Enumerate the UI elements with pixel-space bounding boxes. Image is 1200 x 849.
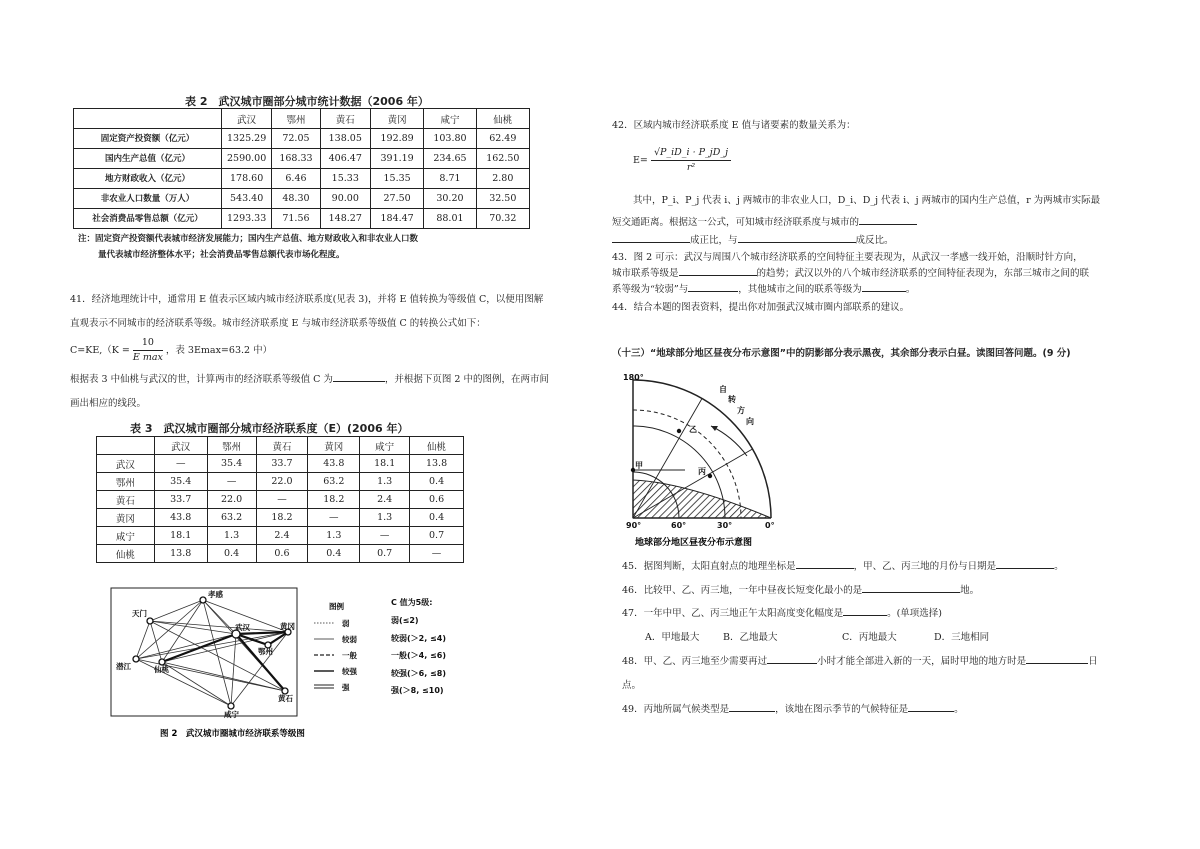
label-90: 90°: [626, 521, 642, 530]
city-label: 鄂州: [258, 647, 273, 656]
table-cell: 1.3: [207, 527, 256, 545]
table-row: [74, 189, 530, 209]
table-cell: 184.47: [370, 209, 423, 229]
table-cell: 178.60: [221, 169, 271, 189]
city-label: 孝感: [208, 590, 223, 599]
answer-blank[interactable]: [908, 711, 954, 712]
city-label: 天门: [132, 609, 147, 618]
table-cell: 88.01: [424, 209, 476, 229]
table-cell: 社会消费品零售总额（亿元）: [74, 209, 222, 229]
legend-label: 弱: [342, 619, 350, 628]
q43-line2: 城市联系等级是 的趋势；武汉以外的八个城市经济联系的空间特征表现为，东部三城市之间的联: [612, 268, 1090, 279]
table-cell: 1293.33: [221, 209, 271, 229]
q41-line2: 直观表示不同城市的经济联系等级。城市经济联系度 E 与城市经济联系等级值 C 的转换公式如下：: [70, 318, 486, 329]
table-cell: 非农业人口数量（万人）: [74, 189, 222, 209]
label-jia: 甲: [635, 461, 643, 470]
point-yi: [677, 429, 681, 433]
c-level: 较强(＞6, ≤8): [391, 669, 446, 678]
table-row: [74, 129, 530, 149]
table-cell: —: [308, 509, 360, 527]
table-cell: 地方财政收入（亿元）: [74, 169, 222, 189]
answer-blank[interactable]: [333, 381, 385, 382]
legend-label: 较弱: [342, 635, 357, 644]
table-cell: 103.80: [424, 129, 476, 149]
table-cell: 234.65: [424, 149, 476, 169]
city-label: 武汉: [235, 623, 250, 632]
table-cell: 2.4: [360, 491, 410, 509]
table-cell: 武汉: [97, 455, 155, 473]
q41-line4: 画出相应的线段。: [70, 398, 147, 409]
table-cell: 武汉: [221, 109, 271, 129]
q48-cont: 点。: [622, 680, 642, 691]
table-cell: 1.3: [308, 527, 360, 545]
q42-line4: 成正比，与 成反比。: [612, 231, 894, 250]
table-cell: 43.8: [308, 455, 360, 473]
table-cell: 1.3: [360, 509, 410, 527]
earth-day-night-diagram: [615, 370, 790, 550]
table-cell: 咸宁: [424, 109, 476, 129]
q41-line1: 41．经济地理统计中，通常用 E 值表示区域内城市经济联系度(见表 3)，并将 E 值转换为等级值 C，以便用图解: [70, 294, 544, 305]
city-label: 潜江: [116, 662, 131, 671]
table-cell: [97, 437, 155, 455]
table3-header-row: [97, 437, 464, 455]
q47-option-a[interactable]: A．甲地最大: [645, 632, 700, 643]
table-cell: 咸宁: [360, 437, 410, 455]
rotation-arrow: [711, 426, 747, 456]
table-cell: 33.7: [256, 455, 308, 473]
table-cell: 仙桃: [476, 109, 529, 129]
table-cell: —: [360, 527, 410, 545]
table-row: [97, 527, 464, 545]
city-node: [147, 618, 153, 624]
table-cell: 2.80: [476, 169, 529, 189]
table-cell: 15.35: [370, 169, 423, 189]
city-label: 仙桃: [154, 665, 169, 674]
table-cell: 168.33: [272, 149, 320, 169]
table-cell: 0.6: [410, 491, 464, 509]
table-cell: —: [154, 455, 207, 473]
table-cell: 0.4: [410, 509, 464, 527]
legend-label: 较强: [342, 667, 357, 676]
table-cell: 黄石: [256, 437, 308, 455]
city-node: [200, 597, 206, 603]
legend-title: 图例: [329, 602, 344, 611]
point-bing: [708, 474, 712, 478]
table-cell: 13.8: [154, 545, 207, 563]
table-cell: 咸宁: [97, 527, 155, 545]
label-0: 0°: [765, 521, 775, 530]
label-30: 30°: [717, 521, 733, 530]
table2-caption: 表 2 武汉城市圈部分城市统计数据（2006 年）: [185, 95, 429, 108]
table-cell: 148.27: [320, 209, 370, 229]
q47: 47．一年中甲、乙、丙三地正午太阳高度变化幅度是 。(单项选择): [622, 608, 943, 619]
q42-line1: 42．区域内城市经济联系度 E 值与诸要素的数量关系为：: [612, 120, 856, 131]
table-cell: 0.4: [308, 545, 360, 563]
label-60: 60°: [671, 521, 687, 530]
earth-figure-caption: 地球部分地区昼夜分布示意图: [635, 538, 753, 548]
q45: 45．据图判断，太阳直射点的地理坐标是 ，甲、乙、丙三地的月份与日期是 。: [622, 561, 1064, 572]
table2-note-1: 注：固定资产投资额代表城市经济发展能力；国内生产总值、地方财政收入和非农业人口数: [78, 234, 419, 244]
table-cell: —: [207, 473, 256, 491]
table-cell: 0.4: [207, 545, 256, 563]
table-cell: 22.0: [256, 473, 308, 491]
c-value-title: C 值为5级:: [391, 598, 433, 607]
table-cell: 黄冈: [97, 509, 155, 527]
table-cell: 18.1: [154, 527, 207, 545]
rotation-label: 自: [719, 385, 727, 394]
table-cell: 22.0: [207, 491, 256, 509]
table-cell: 43.8: [154, 509, 207, 527]
table-cell: 162.50: [476, 149, 529, 169]
table-cell: 黄冈: [370, 109, 423, 129]
table-cell: 18.2: [308, 491, 360, 509]
q47-option-b[interactable]: B．乙地最大: [723, 632, 778, 643]
legend-label: 强: [342, 683, 350, 692]
rotation-label: 向: [746, 417, 754, 426]
q47-option-c[interactable]: C．丙地最大: [842, 632, 897, 643]
q49: 49．丙地所属气候类型是 ，该地在图示季节的气候特征是 。: [622, 704, 964, 715]
table-cell: 72.05: [272, 129, 320, 149]
table-cell: 18.1: [360, 455, 410, 473]
answer-blank[interactable]: [612, 242, 690, 243]
table-cell: 0.6: [256, 545, 308, 563]
table-cell: 48.30: [272, 189, 320, 209]
table-cell: 35.4: [207, 455, 256, 473]
table-cell: 国内生产总值（亿元）: [74, 149, 222, 169]
table-cell: 90.00: [320, 189, 370, 209]
table-cell: 71.56: [272, 209, 320, 229]
table-cell: 62.49: [476, 129, 529, 149]
table-row: [74, 149, 530, 169]
answer-blank[interactable]: [796, 568, 854, 569]
answer-blank[interactable]: [1026, 663, 1088, 664]
table3-caption: 表 3 武汉城市圈部分城市经济联系度（E）(2006 年）: [130, 422, 409, 435]
city-label: 黄冈: [280, 622, 295, 631]
table-cell: 0.4: [410, 473, 464, 491]
table-cell: 0.7: [410, 527, 464, 545]
table-cell: 6.46: [272, 169, 320, 189]
table-cell: 32.50: [476, 189, 529, 209]
table-cell: 黄石: [97, 491, 155, 509]
figure2-network-diagram: [108, 583, 466, 745]
q41-line3: 根据表 3 中仙桃与武汉的世，计算两市的经济联系等级值 C 为 ，并根据下页图 2 中的图例，在两市间: [70, 374, 549, 385]
city-label: 咸宁: [224, 710, 239, 719]
table-cell: 鄂州: [97, 473, 155, 491]
q41-formula: C=KE,（K = 10 E max ，表 3Emax=63.2 中）: [70, 337, 273, 363]
label-180: 180°: [623, 373, 644, 382]
legend-label: 一般: [342, 651, 357, 660]
table3: [96, 436, 464, 563]
arrow-head-icon: [711, 426, 718, 431]
answer-blank[interactable]: [767, 663, 817, 664]
table-cell: 543.40: [221, 189, 271, 209]
table-row: [97, 491, 464, 509]
city-node: [228, 703, 234, 709]
table-cell: 15.33: [320, 169, 370, 189]
table-row: [74, 209, 530, 229]
table-row: [97, 509, 464, 527]
table-cell: 27.50: [370, 189, 423, 209]
c-level: 较弱(＞2, ≤4): [391, 634, 446, 643]
table-cell: 1.3: [360, 473, 410, 491]
c-level: 弱(≤2): [391, 616, 419, 625]
rotation-label: 方: [737, 406, 745, 415]
answer-blank[interactable]: [843, 615, 887, 616]
table-cell: 仙桃: [410, 437, 464, 455]
answer-blank[interactable]: [996, 568, 1054, 569]
table-cell: 406.47: [320, 149, 370, 169]
table-cell: 黄冈: [308, 437, 360, 455]
table-cell: 63.2: [207, 509, 256, 527]
table2-note-2: 量代表城市经济整体水平；社会消费品零售总额代表市场化程度。: [98, 250, 345, 260]
q48: 48．甲、乙、丙三地至少需要再过 小时才能全部进入新的一天，届时甲地的地方时是 日: [622, 656, 1098, 667]
table-row: [97, 545, 464, 563]
night-area: [633, 480, 771, 518]
table-cell: 63.2: [308, 473, 360, 491]
q42-formula: E= $\frac{√P\_iD\_i \cdot P\_jD\_j}{\text{r²}}$: [633, 146, 731, 180]
city-node: [133, 656, 139, 662]
table-cell: 30.20: [424, 189, 476, 209]
c-level: 一般(＞4, ≤6): [391, 651, 446, 660]
answer-blank[interactable]: [679, 275, 757, 276]
table-row: [97, 473, 464, 491]
table-row: [74, 169, 530, 189]
table-cell: 33.7: [154, 491, 207, 509]
answer-blank[interactable]: [688, 291, 738, 292]
q42-line2: 其中，P_i、P_j 代表 i、j 两城市的非农业人口，D_i、D_j 代表 i、j 两城市的国内生产总值，r 为两城市实际最: [633, 195, 1101, 206]
table-cell: 0.7: [360, 545, 410, 563]
label-yi: 乙: [689, 425, 697, 434]
answer-blank[interactable]: [859, 224, 917, 225]
table-cell: 391.19: [370, 149, 423, 169]
figure2-caption: 图 2 武汉城市圈城市经济联系等级图: [160, 729, 305, 739]
table-cell: 鄂州: [207, 437, 256, 455]
table-cell: —: [410, 545, 464, 563]
table-cell: 8.71: [424, 169, 476, 189]
q46: 46．比较甲、乙、丙三地，一年中昼夜长短变化最小的是 地。: [622, 585, 980, 596]
q43-line1: 43．图 2 可示：武汉与周围八个城市经济联系的空间特征主要表现为，从武汉一孝感一线开始，沿顺时针方向，: [612, 252, 1083, 263]
rotation-label: 转: [728, 395, 736, 404]
table-cell: 武汉: [154, 437, 207, 455]
table-cell: 192.89: [370, 129, 423, 149]
answer-blank[interactable]: [862, 291, 906, 292]
table-cell: 2590.00: [221, 149, 271, 169]
table2-header-row: [74, 109, 530, 129]
table2: [73, 108, 530, 229]
table-cell: —: [256, 491, 308, 509]
table-cell: 2.4: [256, 527, 308, 545]
table-row: [97, 455, 464, 473]
table-cell: [74, 109, 222, 129]
q43-line3: 系等级为“较弱”与 ，其他城市之间的联系等级为 。: [612, 284, 916, 295]
q47-option-d[interactable]: D．三地相同: [934, 632, 990, 643]
label-bing: 丙: [698, 467, 706, 476]
q42-line3: 短交通距离。根据这一公式，可知城市经济联系度与城市的: [612, 213, 917, 232]
answer-blank[interactable]: [729, 711, 775, 712]
answer-blank[interactable]: [862, 592, 960, 593]
table-cell: 黄石: [320, 109, 370, 129]
table-cell: 固定资产投资额（亿元）: [74, 129, 222, 149]
section13-title: （十三）“地球部分地区昼夜分布示意图”中的阴影部分表示黑夜，其余部分表示白昼。读图回答问题。(9 分): [612, 348, 1071, 359]
table-cell: 鄂州: [272, 109, 320, 129]
table-cell: 70.32: [476, 209, 529, 229]
table-cell: 138.05: [320, 129, 370, 149]
table-cell: 18.2: [256, 509, 308, 527]
table-cell: 35.4: [154, 473, 207, 491]
c-level: 强(＞8, ≤10): [391, 686, 444, 695]
city-label: 黄石: [278, 694, 293, 703]
q44-line1: 44．结合本题的图表资料，提出你对加强武汉城市圈内部联系的建议。: [612, 302, 910, 313]
table-cell: 1325.29: [221, 129, 271, 149]
answer-blank[interactable]: [738, 242, 856, 243]
table-cell: 仙桃: [97, 545, 155, 563]
table-cell: 13.8: [410, 455, 464, 473]
